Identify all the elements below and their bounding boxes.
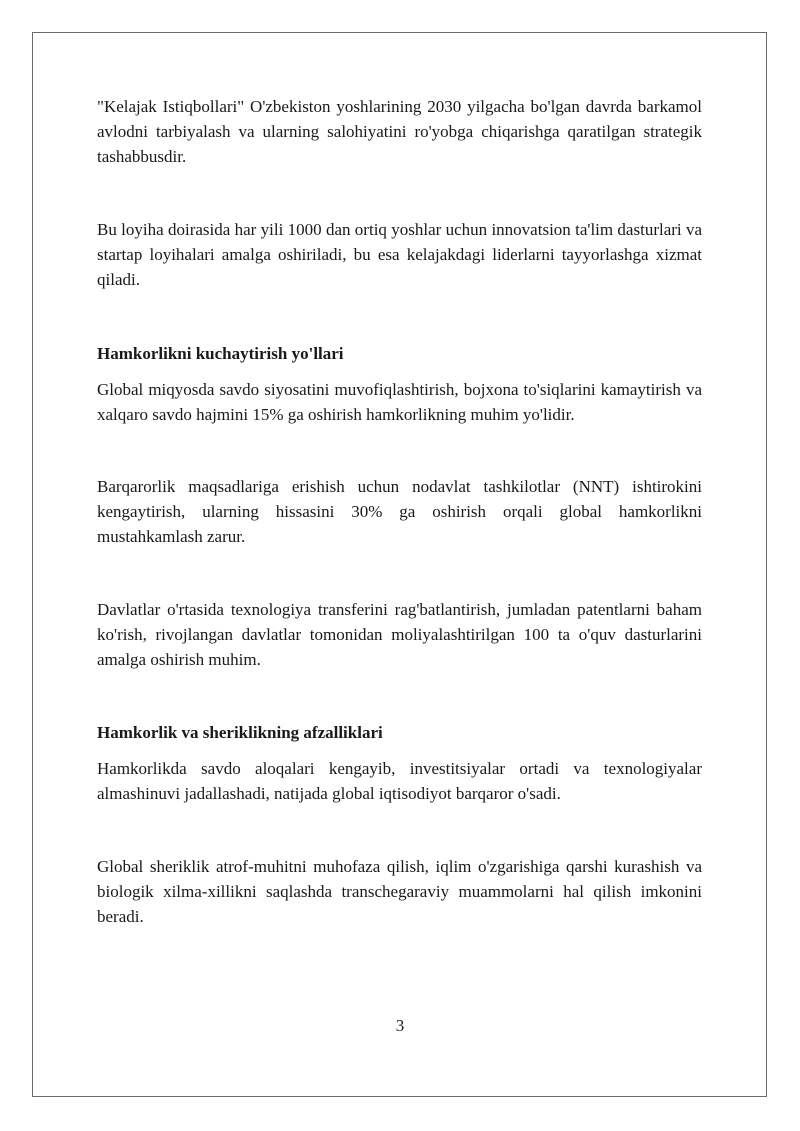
- paragraph-loyiha: Bu loyiha doirasida har yili 1000 dan ortiq yoshlar uchun innovatsion ta'lim dasturlari va startap loyihalari amalga oshiriladi, bu esa kelajakdagi liderlarni tayyorlashga xizmat qiladi.: [97, 220, 702, 289]
- page-content: [97, 94, 702, 929]
- heading-hamkorlik-yollari: Hamkorlikni kuchaytirish yo'llari: [97, 344, 344, 363]
- heading-afzalliklar: Hamkorlik va sheriklikning afzalliklari: [97, 723, 383, 742]
- paragraph-savdo-siyosati: Global miqyosda savdo siyosatini muvofiqlashtirish, bojxona to'siqlarini kamaytirish va xalqaro savdo hajmini 15% ga oshirish hamkorlikning muhim yo'lidir.: [97, 380, 702, 424]
- paragraph-savdo-aloqalari: Hamkorlikda savdo aloqalari kengayib, investitsiyalar ortadi va texnologiyalar almashinuvi jadallashadi, natijada global iqtisodiyot barqaror o'sadi.: [97, 759, 702, 803]
- paragraph-global-sheriklik: Global sheriklik atrof-muhitni muhofaza qilish, iqlim o'zgarishiga qarshi kurashish va biologik xilma-xillikni saqlashda transchegaraviy muammolarni hal qilish imkonini beradi.: [97, 857, 702, 926]
- paragraph-barqarorlik: Barqarorlik maqsadlariga erishish uchun nodavlat tashkilotlar (NNT) ishtirokini kengaytirish, ularning hissasini 30% ga oshirish orqali global hamkorlikni mustahkamlash zarur.: [97, 477, 702, 546]
- paragraph-kelajak-intro: "Kelajak Istiqbollari" O'zbekiston yoshlarining 2030 yilgacha bo'lgan davrda barkamol avlodni tarbiyalash va ularning salohiyatini ro'yobga chiqarishga qaratilgan strategik tashabbusdir.: [97, 97, 702, 166]
- page-number: 3: [395, 1016, 405, 1035]
- paragraph-texnologiya-transferi: Davlatlar o'rtasida texnologiya transferini rag'batlantirish, jumladan patentlarni baham ko'rish, rivojlangan davlatlar tomonidan moliyalashtirilgan 100 ta o'quv dasturlarini amalga oshirish muhim.: [97, 600, 702, 669]
